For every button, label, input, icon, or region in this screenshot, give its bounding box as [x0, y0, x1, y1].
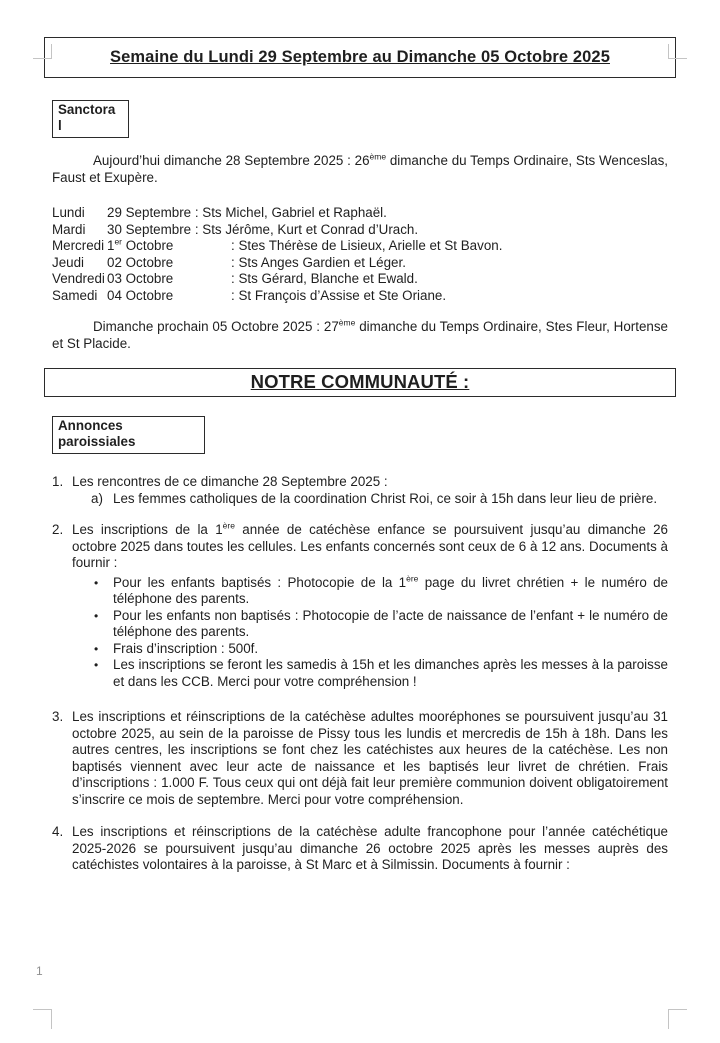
sanctoral-label-box: [52, 100, 129, 138]
week-title-box: [44, 37, 676, 78]
bullet-text-end: page du livret chrétien + le numéro de téléphone des parents.: [113, 574, 668, 606]
bullet-text-start: Pour les enfants baptisés : Photocopie de la 1: [113, 574, 407, 590]
bullet-icon: •: [94, 575, 99, 590]
item-number: 2.: [52, 522, 64, 537]
day-row: [52, 222, 668, 239]
today-paragraph: [52, 153, 668, 186]
ordinal-superscript: er: [114, 236, 123, 247]
sanctoral-label-line1: Sanctora: [58, 102, 116, 117]
day-date: 03 Octobre: [107, 271, 174, 286]
day-row: [52, 205, 668, 222]
announcements-label-line1: Annonces: [58, 418, 123, 433]
bullet-text: Pour les enfants non baptisés : Photocopie de l’acte de naissance de l’enfant + le numéro de téléphone des parents.: [113, 607, 668, 639]
day-saints: 30 Septembre : Sts Jérôme, Kurt et Conrad d’Urach.: [107, 221, 419, 237]
bullet-item: [91, 641, 668, 658]
day-row: [52, 255, 668, 272]
bullet-item: [91, 608, 668, 641]
day-row: [52, 288, 668, 305]
sub-item-label: a): [91, 490, 103, 506]
day-row: [52, 271, 668, 288]
day-date-month: Octobre: [122, 238, 174, 253]
day-name: Mardi: [52, 221, 86, 237]
item-text-start: Les inscriptions de la 1: [72, 522, 223, 537]
day-saints: : Sts Gérard, Blanche et Ewald.: [231, 271, 418, 286]
bullet-icon: •: [94, 608, 99, 623]
margin-mark-top-right: [668, 44, 687, 59]
item-text: Les inscriptions et réinscriptions de la catéchèse adulte francophone pour l’année catéchétique 2025-2026 se poursuivent jusqu’au dimanche 26 octobre 2025 après les messes auprès des catéchistes volontaires à la paroisse, à St Marc et à Silmissin. Documents à fournir :: [72, 824, 668, 872]
day-saints: : St François d’Assise et Ste Oriane.: [231, 287, 447, 303]
announcement-item-3: [52, 709, 668, 808]
day-name: Samedi: [52, 287, 98, 303]
margin-mark-top-left: [33, 44, 52, 59]
announcement-list: [52, 474, 668, 874]
day-row: [52, 238, 668, 255]
day-list: [52, 205, 668, 304]
day-date: [107, 238, 231, 255]
bullet-text: Frais d’inscription : 500f.: [113, 640, 259, 656]
next-sunday-text: Dimanche prochain 05 Octobre 2025 : 27: [93, 319, 339, 334]
day-saints: 29 Septembre : Sts Michel, Gabriel et Raphaël.: [107, 205, 387, 220]
item-number: 3.: [52, 709, 64, 724]
item-number: 4.: [52, 824, 64, 839]
item-text: [72, 522, 668, 572]
community-heading-box: [44, 368, 676, 397]
day-name: Vendredi: [52, 271, 105, 286]
community-heading: NOTRE COMMUNAUTÉ :: [250, 371, 470, 393]
announcements-label-box: [52, 416, 205, 454]
bullet-text: [113, 575, 668, 608]
ordinal-superscript: ère: [222, 520, 235, 531]
day-date-number: 1: [107, 238, 115, 253]
announcements-label-line2: paroissiales: [58, 434, 136, 449]
today-text: Aujourd’hui dimanche 28 Septembre 2025 : 26: [93, 153, 370, 168]
sub-item-a: [91, 491, 668, 508]
item-text-end: année de catéchèse enfance se poursuivent jusqu’au dimanche 26 octobre 2025 dans toutes les cellules. Les enfants concernés sont ceux de 6 à 12 ans. Documents à fournir :: [72, 522, 668, 570]
day-saints: : Stes Thérèse de Lisieux, Arielle et St Bavon.: [231, 238, 503, 253]
day-name: Mercredi: [52, 238, 105, 253]
bullet-icon: •: [94, 658, 99, 672]
item-text: Les rencontres de ce dimanche 28 Septembre 2025 :: [72, 474, 388, 489]
announcement-item-1: [52, 474, 668, 507]
document-page: [0, 37, 720, 1043]
day-name: Jeudi: [52, 254, 85, 270]
next-sunday-text-end: dimanche du Temps Ordinaire, Stes Fleur, Hortense et St Placide.: [52, 319, 668, 351]
page-number: 1: [36, 964, 43, 978]
bullet-text: Les inscriptions se feront les samedis à 15h et les dimanches après les messes à la paroisse et dans les CCB. Merci pour votre compréhension !: [113, 657, 668, 689]
document-body: [0, 37, 720, 874]
item-number: 1.: [52, 474, 64, 489]
bullet-item: [91, 657, 668, 690]
announcement-item-4: [52, 824, 668, 874]
announcement-item-2: [52, 522, 668, 690]
next-sunday-paragraph: [52, 319, 668, 352]
bullet-icon: •: [94, 641, 99, 656]
day-saints: : Sts Anges Gardien et Léger.: [231, 254, 406, 270]
ordinal-superscript: ème: [369, 151, 387, 162]
today-text-end: dimanche du Temps Ordinaire, Sts Wenceslas, Faust et Exupère.: [52, 153, 668, 185]
sanctoral-label-line2: l: [58, 118, 62, 133]
item-text: Les inscriptions et réinscriptions de la catéchèse adultes mooréphones se poursuivent jusqu’au 31 octobre 2025, au sein de la paroisse de Pissy tous les lundis et mercredis de 15h à 18h. Dans les autres centres, les inscriptions se font chez les catéchistes aux heures de la catéchèse. Les non baptisés viennent avec leur acte de naissance et les baptisés leur livret de chrétien. Frais d’inscriptions : 1.000 F. Tous ceux qui ont déjà fait leur première communion doivent obligatoirement s’inscrire ce mois de septembre. Merci pour votre compréhension.: [72, 709, 668, 807]
item-body: [72, 474, 668, 507]
item-body: [72, 522, 668, 690]
margin-mark-bottom-right: [668, 1009, 687, 1029]
sub-item-text: Les femmes catholiques de la coordination Christ Roi, ce soir à 15h dans leur lieu de prière.: [113, 490, 658, 506]
day-name: Lundi: [52, 205, 85, 220]
bullet-item: [91, 575, 668, 608]
ordinal-superscript: ère: [406, 573, 419, 584]
day-date: 04 Octobre: [107, 287, 174, 303]
bullet-list: [72, 575, 668, 691]
day-date: 02 Octobre: [107, 254, 174, 270]
margin-mark-bottom-left: [33, 1009, 52, 1029]
ordinal-superscript: ème: [338, 317, 356, 328]
week-title: Semaine du Lundi 29 Septembre au Dimanche 05 Octobre 2025: [110, 48, 610, 67]
